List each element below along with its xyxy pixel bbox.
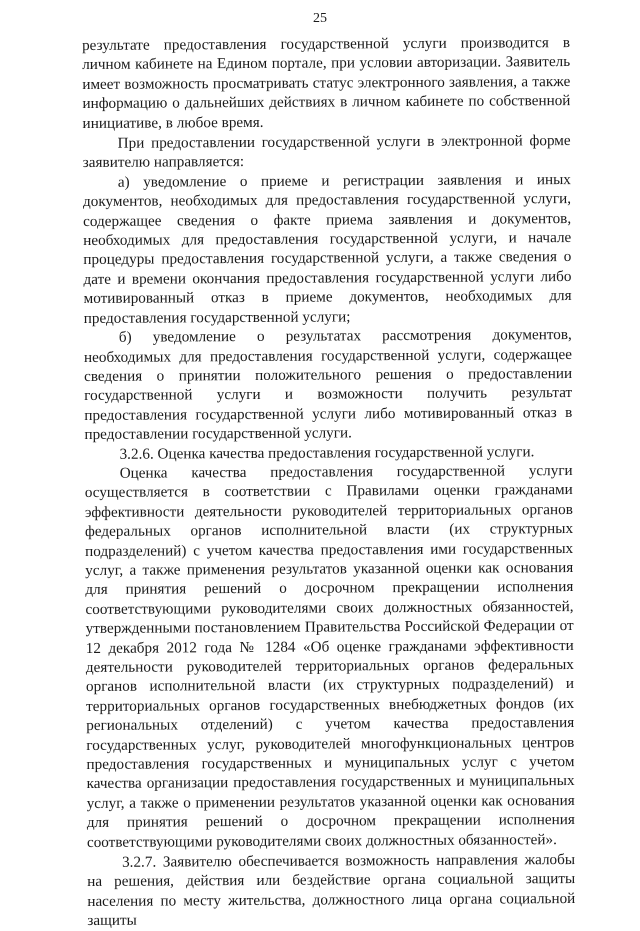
section-heading-3-2-6: 3.2.6. Оценка качества предоставления государственной услуги.: [119, 442, 535, 463]
paragraph-electronic-notifications-intro: При предоставлении государственной услуги в электронной форме заявителю направляется:: [82, 132, 571, 172]
paragraph-quality-assessment: Оценка качества предоставления государственной услуги осуществляется в соответствии с Правилами оценки гражданами эффективности деятельности руководителей территориальных органов федеральных органов исполнительной власти (их структурных подразделений) с учетом качества предоставления ими государственных услуг, а также применения результатов указанной оценки как основания для принятия решений о досрочном прекращении исполнения соответствующими руководителями своих должностных обязанностей, утвержденными постановлением Правительства Российской Федерации от 12 декабря 2012 года № 1284 «Об оценке гражданами эффективности деятельности руководителей территориальных органов федеральных органов исполнительной власти (их структурных подразделений) и территориальных органов государственных внебюджетных фондов (их региональных отделений) с учетом качества предоставления государственных услуг, руководителей многофункциональных центров предоставления государственных и муниципальных услуг с учетом качества организации предоставления государственных и муниципальных услуг, а также о применении результатов указанной оценки как основания для принятия решений о досрочном прекращении исполнения соответствующими руководителями своих должностных обязанностей».: [84, 461, 575, 851]
paragraph-continuation: результате предоставления государственной услуги производится в личном кабинете на Едином портале, при условии авторизации. Заявитель имеет возможность просматривать статус электронного заявления, а также информацию о дальнейших действиях в личном кабинете по собственной инициативе, в любое время.: [82, 34, 571, 132]
paragraph-3-2-7-complaint: 3.2.7. Заявителю обеспечивается возможность направления жалобы на решения, действия или бездействие органа социальной защиты населения по месту жительства, должностного лица органа социальной защиты: [87, 851, 576, 930]
document-body: [82, 33, 575, 931]
page-number: 25: [313, 11, 327, 26]
paragraph-item-a: а) уведомление о приеме и регистрации заявления и иных документов, необходимых для предоставления государственной услуги, содержащее сведения о факте приема заявления и документов, необходимых для предоставления государственной услуги, и начале процедуры предоставления государственной услуги, а также сведения о дате и времени окончания предоставления государственной услуги либо мотивированный отказ в приеме документов, необходимых для предоставления государственной услуги;: [82, 170, 572, 327]
paragraph-item-b: б) уведомление о результатах рассмотрения документов, необходимых для предоставления государственной услуги, содержащее сведения о принятии положительного решения о предоставлении государственной услуги и возможности получить результат предоставления государственной услуги либо мотивированный отказ в предоставлении государственной услуги.: [83, 326, 573, 444]
